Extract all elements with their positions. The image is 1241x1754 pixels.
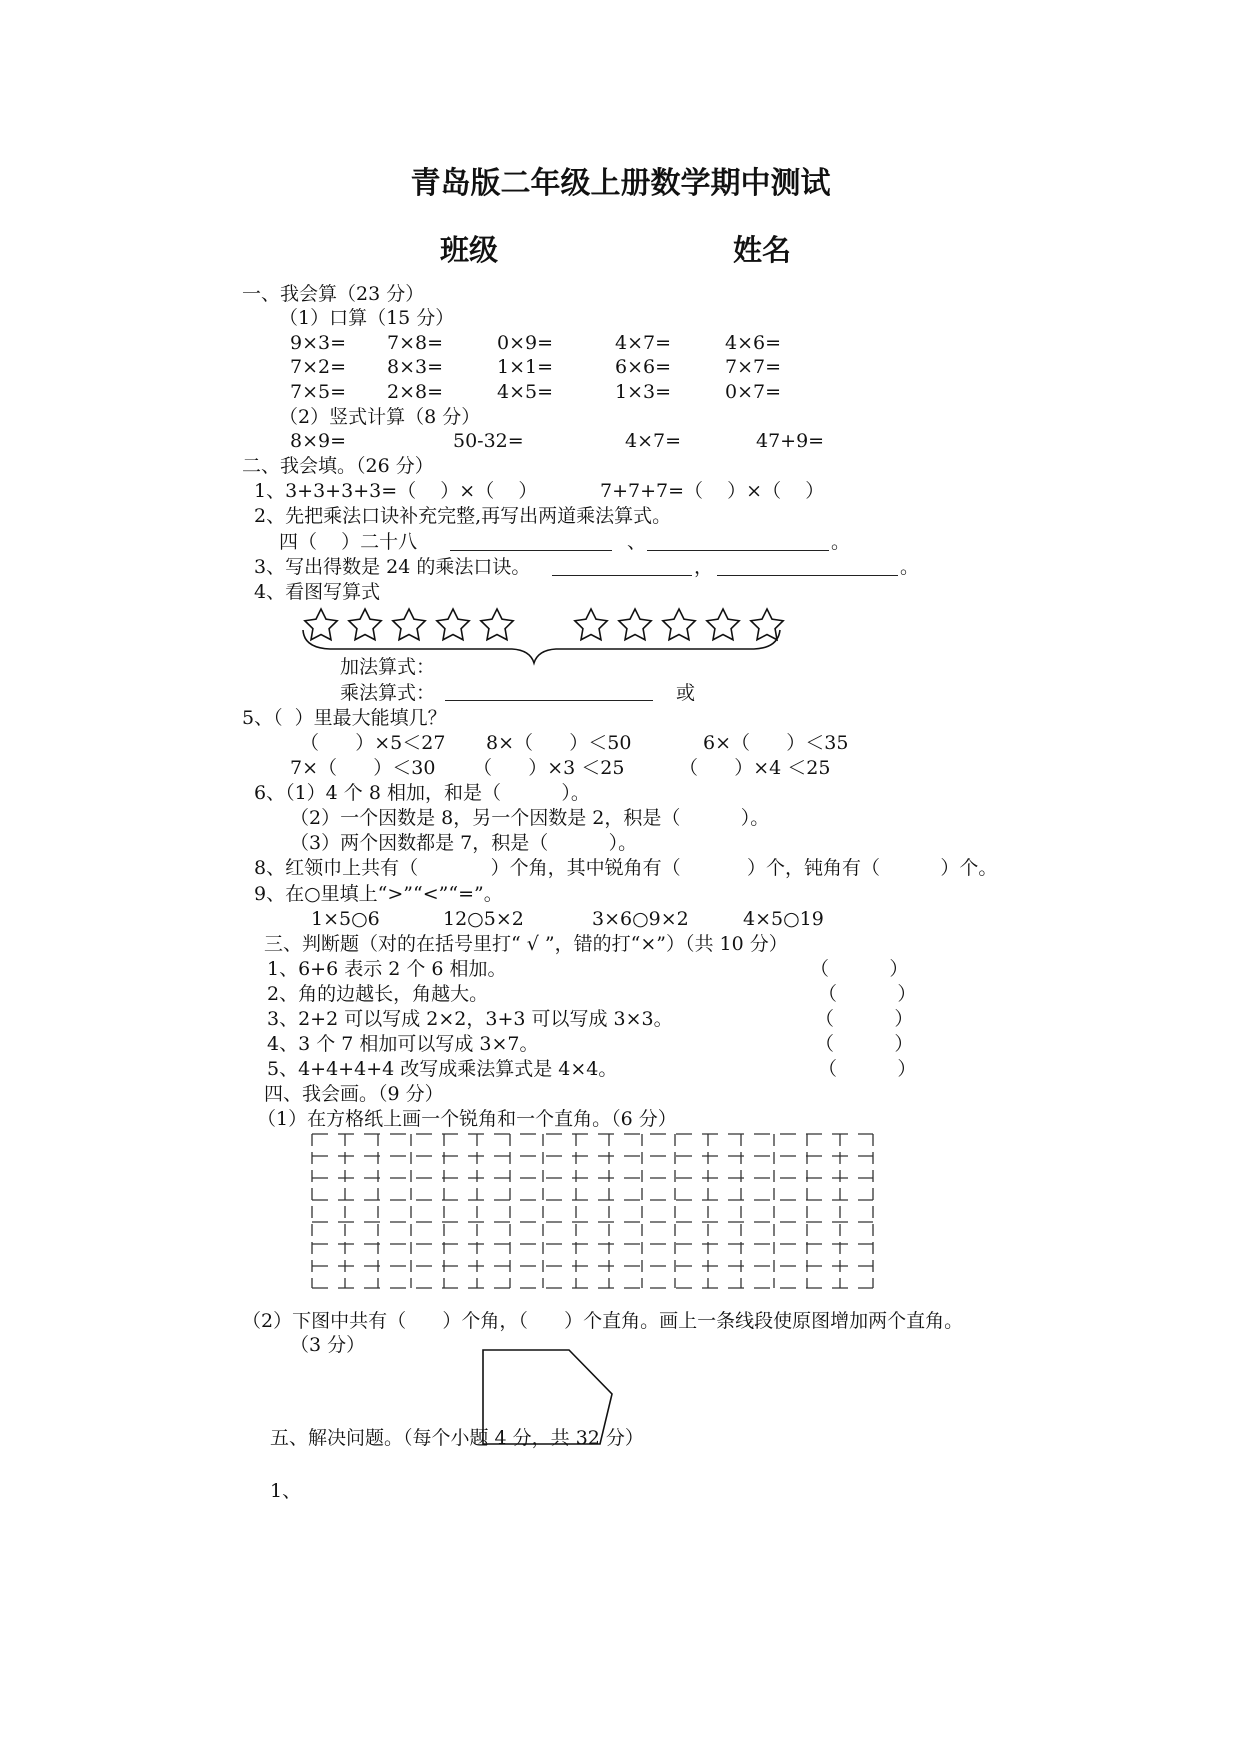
oral-item: 6×6= bbox=[615, 356, 672, 378]
judge-item: 4、3 个 7 相加可以写成 3×7。 bbox=[267, 1033, 539, 1055]
question-2-5: 5、（ ）里最大能填几？ bbox=[242, 707, 447, 729]
separator: 、 bbox=[627, 531, 647, 553]
vertical-calc-heading: （2）竖式计算（8 分） bbox=[279, 406, 481, 428]
period: 。 bbox=[831, 531, 851, 553]
oral-item: 9×3= bbox=[290, 332, 347, 354]
judge-item: 5、4+4+4+4 改写成乘法算式是 4×4。 bbox=[267, 1058, 618, 1080]
period: 。 bbox=[900, 556, 920, 578]
star-icon bbox=[481, 609, 513, 640]
oral-item: 1×3= bbox=[615, 381, 672, 403]
section-2-heading: 二、我会填。（26 分） bbox=[242, 455, 434, 477]
oral-item: 8×3= bbox=[387, 356, 444, 378]
question-2-2-fill: 四（ ）二十八 bbox=[279, 531, 418, 553]
question-2-6-2: （2）一个因数是 8，另一个因数是 2，积是（ ）。 bbox=[290, 807, 770, 829]
oral-item: 7×8= bbox=[387, 332, 444, 354]
star-icon bbox=[619, 609, 651, 640]
oral-item: 7×5= bbox=[290, 381, 347, 403]
star-icon bbox=[349, 609, 381, 640]
oral-item: 4×7= bbox=[615, 332, 672, 354]
judge-blank[interactable]: （ ） bbox=[818, 1058, 917, 1080]
star-icon bbox=[393, 609, 425, 640]
multiplication-label: 乘法算式： bbox=[340, 682, 436, 704]
oral-item: 0×7= bbox=[725, 381, 782, 403]
vertical-item: 50-32= bbox=[453, 430, 524, 452]
compare-item: 1×5○6 bbox=[311, 908, 380, 930]
oral-item: 0×9= bbox=[497, 332, 554, 354]
question-2-3: 3、写出得数是 24 的乘法口诀。 bbox=[254, 556, 531, 578]
oral-item: 1×1= bbox=[497, 356, 554, 378]
answer-line[interactable] bbox=[445, 700, 653, 701]
q5-item: （ ）×3 ＜25 bbox=[473, 757, 625, 779]
star-icon bbox=[663, 609, 695, 640]
oral-item: 7×7= bbox=[725, 356, 782, 378]
oral-calc-heading: （1）口算（15 分） bbox=[279, 307, 455, 329]
oral-item: 2×8= bbox=[387, 381, 444, 403]
question-5-1: 1、 bbox=[270, 1480, 302, 1502]
separator: ， bbox=[694, 556, 714, 578]
question-2-1b: 7+7+7=（ ）×（ ） bbox=[600, 480, 825, 502]
q5-item: 7×（ ）＜30 bbox=[290, 757, 436, 779]
section-3-heading: 三、判断题（对的在括号里打“ √ ”，错的打“×”）（共 10 分） bbox=[264, 933, 788, 955]
addition-label: 加法算式： bbox=[340, 656, 436, 678]
oral-item: 4×5= bbox=[497, 381, 554, 403]
q5-item: （ ）×5＜27 bbox=[300, 732, 446, 754]
question-2-9: 9、在○里填上“>”“<”“=”。 bbox=[254, 883, 503, 905]
question-2-6-1: 6、（1）4 个 8 相加，和是（ ）。 bbox=[254, 782, 590, 804]
question-2-6-3: （3）两个因数都是 7，积是（ ）。 bbox=[290, 832, 638, 854]
page-title: 青岛版二年级上册数学期中测试 bbox=[410, 166, 831, 201]
section-5-heading: 五、解决问题。（每个小题 4 分，共 32 分） bbox=[270, 1427, 644, 1449]
star-icon bbox=[575, 609, 607, 640]
section-4-heading: 四、我会画。（9 分） bbox=[264, 1083, 444, 1105]
section-1-heading: 一、我会算（23 分） bbox=[242, 283, 425, 305]
q5-item: （ ）×4 ＜25 bbox=[679, 757, 831, 779]
judge-item: 3、2+2 可以写成 2×2，3+3 可以写成 3×3。 bbox=[267, 1008, 673, 1030]
star-icon bbox=[707, 609, 739, 640]
name-label: 姓名 bbox=[733, 233, 792, 267]
question-4-2-score: （3 分） bbox=[290, 1334, 366, 1356]
judge-blank[interactable]: （ ） bbox=[818, 983, 917, 1005]
vertical-item: 8×9= bbox=[290, 430, 347, 452]
judge-blank[interactable]: （ ） bbox=[810, 958, 909, 980]
judge-item: 2、角的边越长，角越大。 bbox=[267, 983, 489, 1005]
q5-item: 6×（ ）＜35 bbox=[703, 732, 849, 754]
compare-item: 12○5×2 bbox=[443, 908, 524, 930]
stars-figure bbox=[0, 0, 1241, 700]
question-4-2: （2）下图中共有（ ）个角，（ ）个直角。画上一条线段使原图增加两个直角。 bbox=[242, 1310, 964, 1332]
question-2-2: 2、先把乘法口诀补充完整,再写出两道乘法算式。 bbox=[254, 505, 672, 527]
vertical-item: 47+9= bbox=[756, 430, 825, 452]
oral-item: 4×6= bbox=[725, 332, 782, 354]
question-2-8: 8、红领巾上共有（ ）个角，其中锐角有（ ）个，钝角有（ ）个。 bbox=[254, 857, 998, 879]
oral-item: 7×2= bbox=[290, 356, 347, 378]
or-label: 或 bbox=[676, 682, 696, 704]
question-2-1a: 1、3+3+3+3=（ ）×（ ） bbox=[254, 480, 538, 502]
star-icon bbox=[305, 609, 337, 640]
question-2-4: 4、看图写算式 bbox=[254, 581, 381, 603]
compare-item: 3×6○9×2 bbox=[592, 908, 689, 930]
compare-item: 4×5○19 bbox=[743, 908, 824, 930]
q5-item: 8×（ ）＜50 bbox=[486, 732, 632, 754]
star-icon bbox=[437, 609, 469, 640]
grid-paper[interactable] bbox=[300, 1128, 920, 1298]
class-label: 班级 bbox=[440, 233, 499, 267]
vertical-item: 4×7= bbox=[625, 430, 682, 452]
question-4-1: （1）在方格纸上画一个锐角和一个直角。（6 分） bbox=[257, 1108, 677, 1130]
judge-blank[interactable]: （ ） bbox=[815, 1033, 914, 1055]
judge-blank[interactable]: （ ） bbox=[815, 1008, 914, 1030]
judge-item: 1、6+6 表示 2 个 6 相加。 bbox=[267, 958, 507, 980]
